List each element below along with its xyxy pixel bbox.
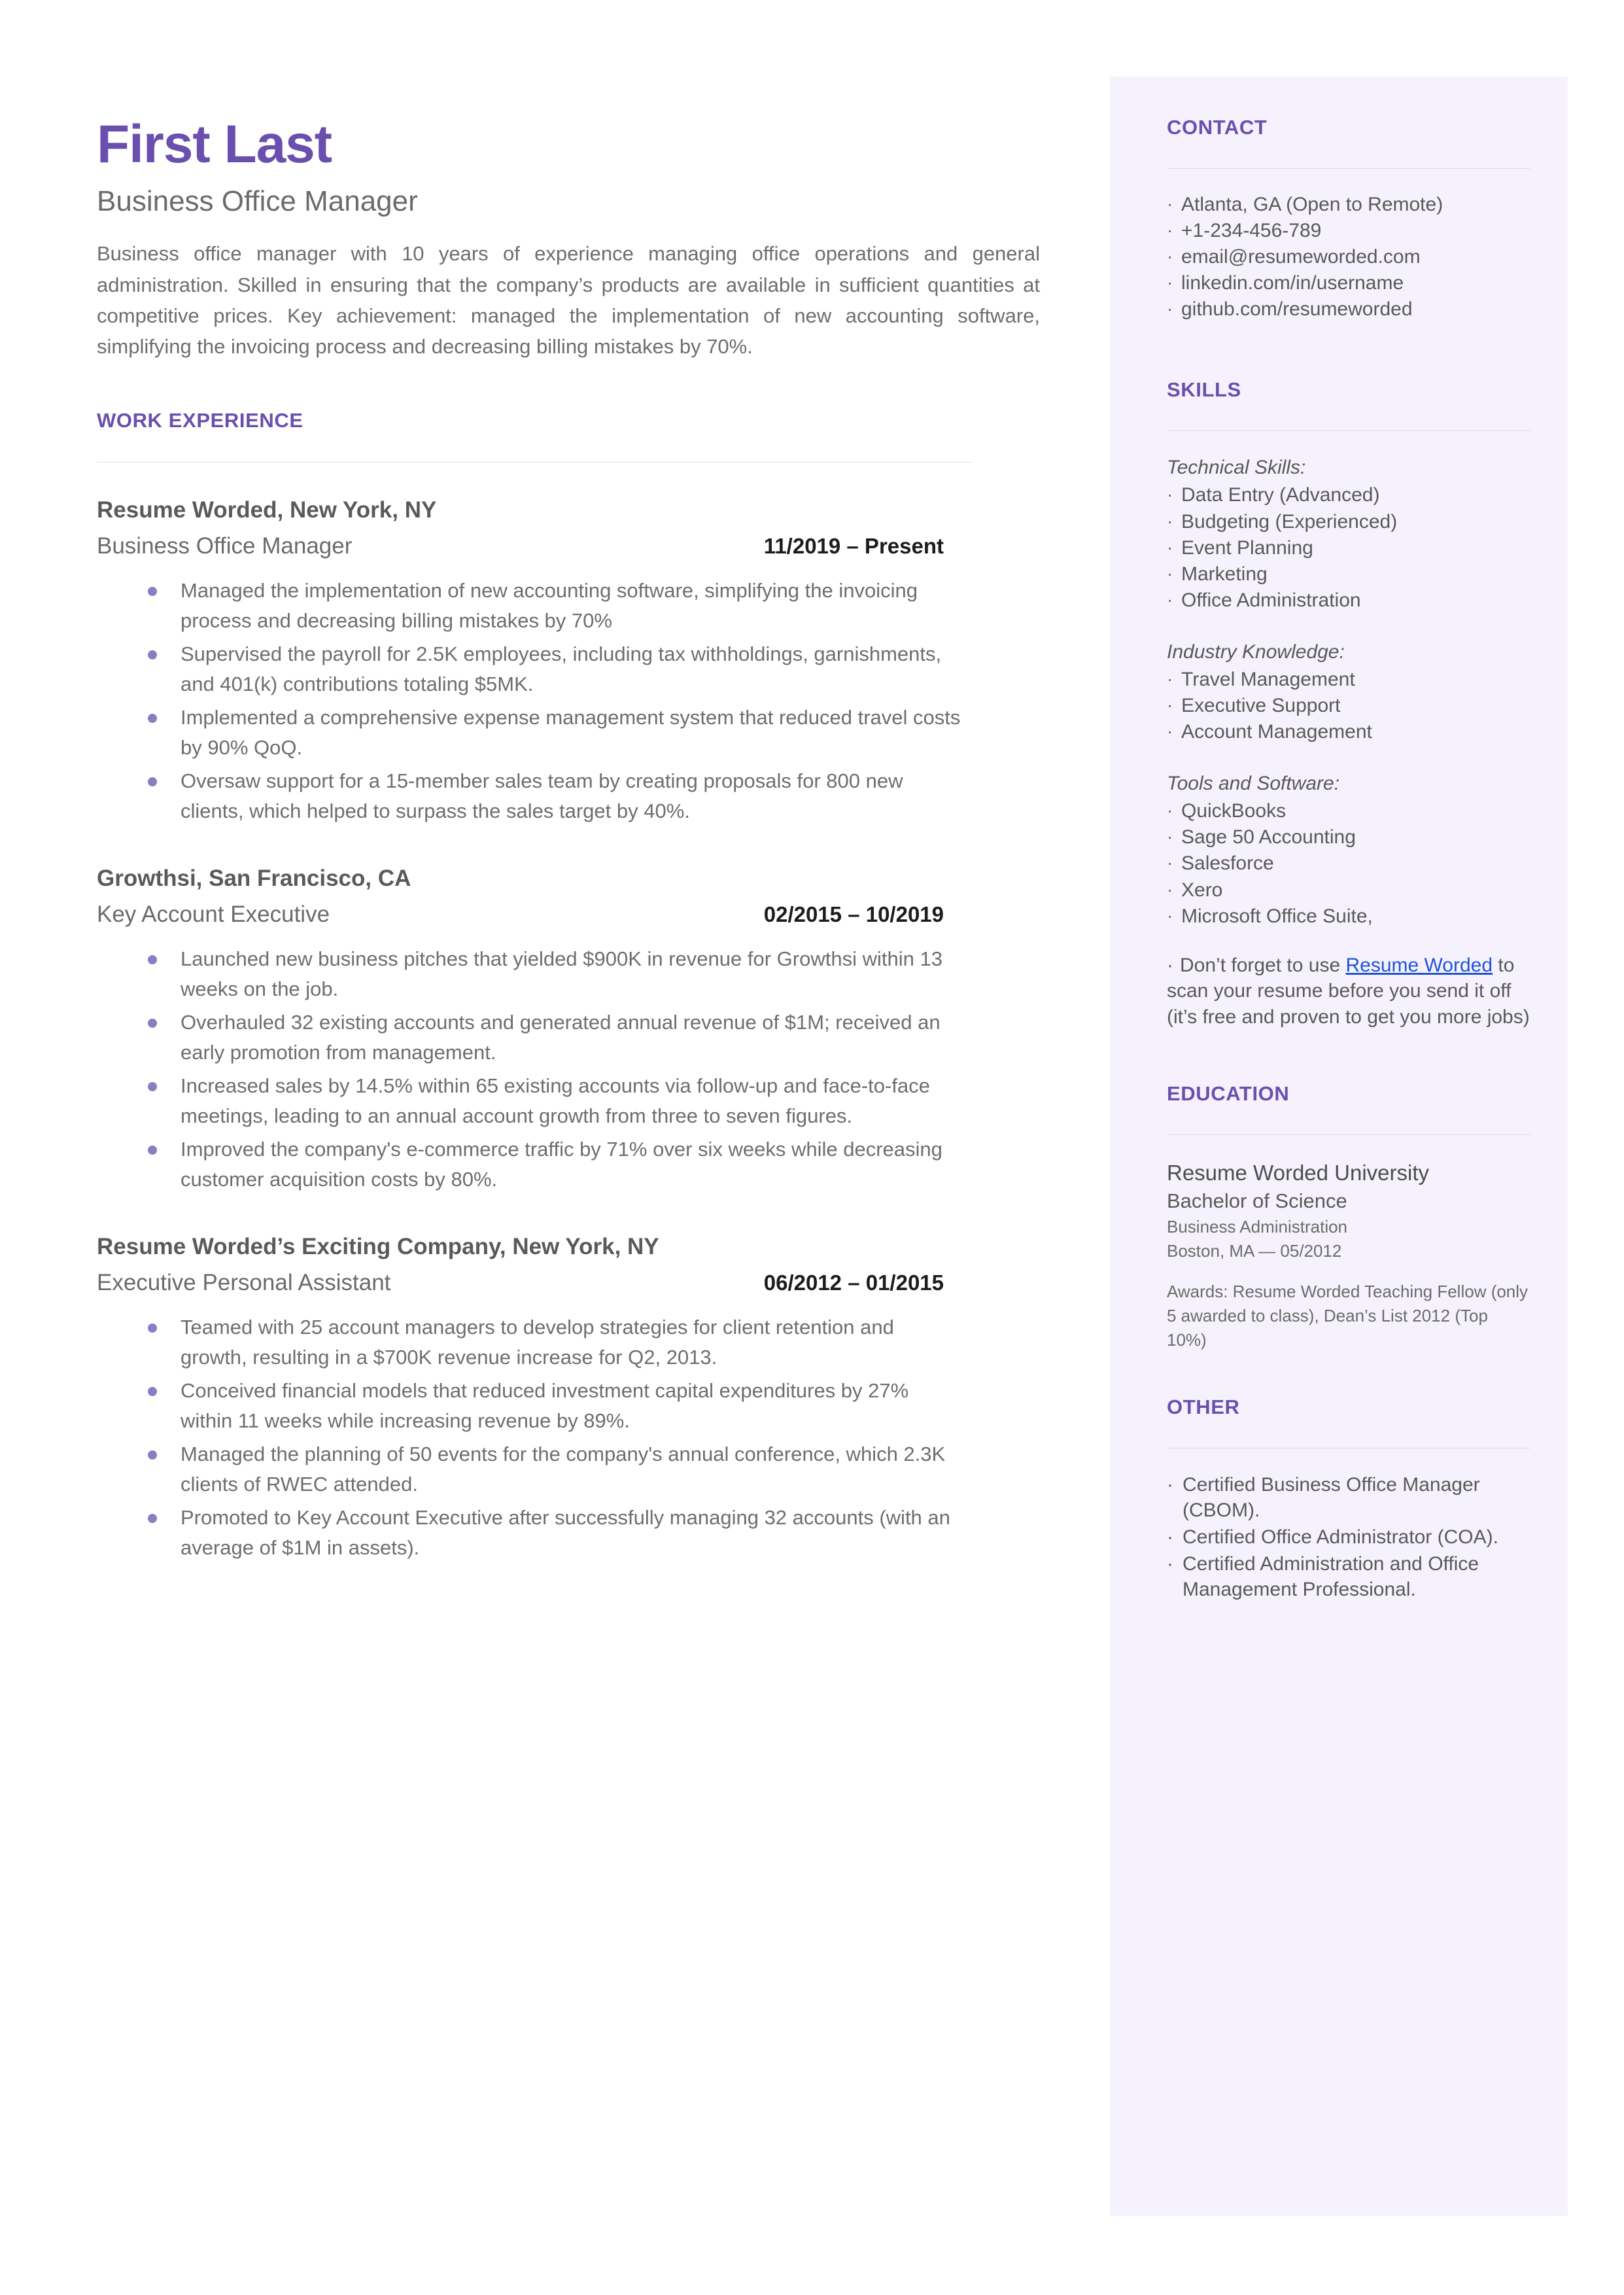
job-bullet — [97, 1312, 1039, 1373]
job-bullet-text: Oversaw support for a 15-member sales team by creating proposals for 800 new clients, which helped to surpass the sales target by 40%. — [181, 769, 903, 823]
skills-group-tools — [1167, 771, 1530, 928]
section-divider-contact — [1167, 168, 1530, 169]
skill-text: Xero — [1181, 879, 1223, 901]
bullet-icon: · — [1167, 721, 1173, 742]
bullet-icon: · — [1167, 563, 1173, 584]
bullet-dot-icon — [148, 1146, 157, 1155]
job-bullet — [97, 639, 1039, 700]
resume-worded-promo — [1167, 953, 1530, 1030]
contact-item-text[interactable]: linkedin.com/in/username — [1181, 272, 1404, 294]
section-title-other: OTHER — [1167, 1395, 1240, 1418]
work-experience-entry — [97, 1232, 1039, 1564]
bullet-dot-icon — [148, 1082, 157, 1091]
job-bullet-text: Launched new business pitches that yielded $900K in revenue for Growthsi within 13 weeks on the job. — [181, 947, 942, 1001]
bullet-dot-icon — [148, 650, 157, 659]
job-company: Resume Worded’s Exciting Company, New York, NY — [97, 1233, 659, 1259]
job-bullet — [97, 703, 1039, 763]
skill-text: Budgeting (Experienced) — [1181, 510, 1398, 533]
job-bullet — [97, 1007, 1039, 1068]
bullet-icon: · — [1167, 1526, 1173, 1548]
section-title-work-experience: WORK EXPERIENCE — [97, 408, 303, 432]
section-title-contact: CONTACT — [1167, 116, 1268, 139]
section-divider-work-experience — [97, 462, 972, 463]
skills-list — [1167, 667, 1530, 745]
bullet-dot-icon — [148, 1450, 157, 1460]
job-bullet-text: Improved the company's e-commerce traffic by 71% over six weeks while decreasing customer acquisition costs by 80%. — [181, 1137, 942, 1191]
bullet-icon: · — [1167, 246, 1173, 267]
job-bullet — [97, 1439, 1039, 1500]
skills-group-label: Technical Skills: — [1167, 457, 1306, 479]
promo-text-before: Don’t forget to use — [1180, 954, 1346, 976]
skill-item — [1167, 825, 1530, 850]
skills-list — [1167, 483, 1530, 612]
job-role: Business Office Manager — [97, 533, 353, 559]
promo-text-after: to scan your resume before you send it off (it’s free and proven to get you more jobs) — [1167, 954, 1530, 1028]
job-company: Growthsi, San Francisco, CA — [97, 865, 411, 891]
job-dates: 11/2019 – Present — [763, 534, 944, 559]
skills-group-label: Tools and Software: — [1167, 773, 1340, 795]
skill-text: Travel Management — [1181, 668, 1355, 690]
other-item-text: Certified Administration and Office Management Professional. — [1183, 1552, 1479, 1600]
job-bullet — [97, 1071, 1039, 1132]
contact-item-email — [1167, 245, 1530, 270]
candidate-name: First Last — [97, 114, 332, 174]
bullet-icon: · — [1167, 536, 1173, 557]
education-awards: Awards: Resume Worded Teaching Fellow (only 5 awarded to class), Dean’s List 2012 (Top 10%) — [1167, 1281, 1529, 1350]
contact-item-text: Atlanta, GA (Open to Remote) — [1181, 194, 1443, 215]
candidate-job-title: Business Office Manager — [97, 185, 418, 218]
skill-item — [1167, 588, 1530, 613]
bullet-dot-icon — [148, 955, 157, 964]
job-role: Executive Personal Assistant — [97, 1270, 391, 1296]
job-bullet-list — [97, 944, 1039, 1195]
other-item — [1167, 1524, 1530, 1550]
education-location-date: Boston, MA — 05/2012 — [1167, 1240, 1342, 1261]
bullet-icon: · — [1167, 510, 1173, 531]
other-item — [1167, 1472, 1530, 1523]
bullet-dot-icon — [148, 1019, 157, 1028]
contact-item-text[interactable]: +1-234-456-789 — [1181, 220, 1322, 242]
job-dates: 02/2015 – 10/2019 — [763, 902, 944, 927]
skills-list — [1167, 799, 1530, 928]
skills-group-industry — [1167, 639, 1530, 745]
skill-item — [1167, 667, 1530, 692]
job-dates: 06/2012 – 01/2015 — [763, 1270, 944, 1295]
job-bullet — [97, 1503, 1039, 1564]
other-item — [1167, 1551, 1530, 1602]
bullet-icon: · — [1167, 1552, 1173, 1575]
job-role-row — [97, 531, 944, 561]
bullet-icon: · — [1167, 194, 1173, 214]
job-bullet-text: Increased sales by 14.5% within 65 existing accounts via follow-up and face-to-face meetings, leading to an annual account growth from three to seven figures. — [181, 1074, 930, 1128]
contact-item-linkedin — [1167, 271, 1530, 296]
section-title-skills: SKILLS — [1167, 378, 1241, 402]
job-bullet-text: Teamed with 25 account managers to develop strategies for client retention and growth, resulting in a $700K revenue increase for Q2, 2013. — [181, 1315, 894, 1369]
professional-summary: Business office manager with 10 years of experience managing office operations and general administration. Skilled in ensuring that the company’s products are available in sufficient quantities at competitive prices. Key achievement: managed the implementation of new accounting software, simplifying the invoicing process and decreasing billing mistakes by 70%. — [97, 242, 1040, 358]
contact-item-phone — [1167, 219, 1530, 243]
job-bullet — [97, 944, 1039, 1005]
skill-item — [1167, 851, 1530, 876]
bullet-icon: · — [1167, 484, 1173, 505]
bullet-icon: · — [1167, 220, 1173, 241]
bullet-icon: · — [1167, 695, 1173, 716]
bullet-icon: · — [1167, 879, 1173, 900]
resume-worded-link[interactable]: Resume Worded — [1345, 954, 1493, 976]
bullet-dot-icon — [148, 587, 157, 596]
skill-text: Sage 50 Accounting — [1181, 826, 1356, 849]
bullet-icon: · — [1167, 272, 1173, 293]
job-bullet-text: Conceived financial models that reduced investment capital expenditures by 27% within 11 weeks while increasing revenue by 89%. — [181, 1378, 909, 1433]
contact-item-location — [1167, 192, 1530, 217]
skill-item — [1167, 878, 1530, 903]
other-item-text: Certified Business Office Manager (CBOM). — [1183, 1473, 1480, 1521]
skill-text: QuickBooks — [1181, 800, 1287, 822]
skills-group-label: Industry Knowledge: — [1167, 640, 1345, 663]
section-divider-education — [1167, 1134, 1530, 1135]
job-bullet-text: Managed the implementation of new accounting software, simplifying the invoicing process and decreasing billing mistakes by 70% — [181, 578, 918, 633]
bullet-icon: · — [1167, 800, 1173, 821]
bullet-dot-icon — [148, 1323, 157, 1333]
contact-list — [1167, 192, 1530, 322]
job-company: Resume Worded, New York, NY — [97, 497, 437, 523]
spacer — [1167, 617, 1530, 639]
skill-item — [1167, 693, 1530, 718]
bullet-icon: · — [1167, 1473, 1173, 1496]
job-bullet-text: Supervised the payroll for 2.5K employees, including tax withholdings, garnishments, and 401(k) contributions totaling $5MK. — [181, 642, 942, 696]
job-bullet — [97, 766, 1039, 827]
education-degree: Bachelor of Science — [1167, 1189, 1347, 1213]
education-entry — [1167, 1159, 1530, 1352]
bullet-dot-icon — [148, 714, 157, 723]
skill-item — [1167, 720, 1530, 745]
job-bullet-text: Managed the planning of 50 events for the company's annual conference, which 2.3K clients of RWEC attended. — [181, 1442, 946, 1496]
skill-text: Microsoft Office Suite, — [1181, 905, 1373, 927]
skill-text: Office Administration — [1181, 589, 1361, 611]
skill-text: Account Management — [1181, 721, 1372, 743]
skill-text: Marketing — [1181, 563, 1268, 585]
bullet-icon: · — [1167, 589, 1173, 610]
resume-main-column — [97, 116, 1039, 1600]
job-bullet-text: Promoted to Key Account Executive after successfully managing 32 accounts (with an average of $1M in assets). — [181, 1505, 950, 1560]
job-bullet — [97, 1376, 1039, 1437]
bullet-dot-icon — [148, 777, 157, 786]
bullet-icon: · — [1167, 826, 1173, 847]
bullet-icon: · — [1167, 668, 1173, 689]
job-bullet — [97, 576, 1039, 637]
job-bullet-text: Implemented a comprehensive expense management system that reduced travel costs by 90% QoQ. — [181, 705, 961, 760]
spacer — [1167, 748, 1530, 771]
other-item-text: Certified Office Administrator (COA). — [1183, 1526, 1498, 1548]
education-school: Resume Worded University — [1167, 1161, 1430, 1185]
skill-item — [1167, 904, 1530, 929]
contact-item-github — [1167, 297, 1530, 322]
job-bullet-list — [97, 1312, 1039, 1564]
skill-text: Executive Support — [1181, 695, 1341, 717]
education-field: Business Administration — [1167, 1217, 1348, 1237]
job-bullet-text: Overhauled 32 existing accounts and generated annual revenue of $1M; received an early promotion from management. — [181, 1010, 941, 1064]
skill-text: Salesforce — [1181, 852, 1274, 875]
skill-item — [1167, 799, 1530, 824]
skill-text: Event Planning — [1181, 536, 1313, 559]
skill-item — [1167, 562, 1530, 587]
other-list — [1167, 1472, 1530, 1602]
skill-item — [1167, 510, 1530, 534]
job-role-row — [97, 1268, 944, 1298]
bullet-dot-icon — [148, 1387, 157, 1396]
resume-sidebar — [1110, 77, 1568, 2216]
skill-item — [1167, 536, 1530, 561]
contact-item-text[interactable]: email@resumeworded.com — [1181, 246, 1421, 268]
bullet-dot-icon — [148, 1514, 157, 1523]
section-divider-skills — [1167, 430, 1530, 431]
skill-text: Data Entry (Advanced) — [1181, 484, 1380, 506]
bullet-icon: · — [1167, 298, 1173, 319]
skill-item — [1167, 483, 1530, 508]
job-role-row — [97, 900, 944, 930]
job-role: Key Account Executive — [97, 902, 330, 928]
skills-group-technical — [1167, 455, 1530, 612]
work-experience-entry — [97, 495, 1039, 827]
job-bullet — [97, 1134, 1039, 1195]
section-title-education: EDUCATION — [1167, 1082, 1290, 1106]
job-bullet-list — [97, 576, 1039, 827]
contact-item-text[interactable]: github.com/resumeworded — [1181, 298, 1413, 321]
bullet-icon: · — [1167, 852, 1173, 873]
bullet-icon: · — [1167, 905, 1173, 926]
work-experience-entry — [97, 864, 1039, 1195]
bullet-icon: · — [1167, 954, 1173, 976]
